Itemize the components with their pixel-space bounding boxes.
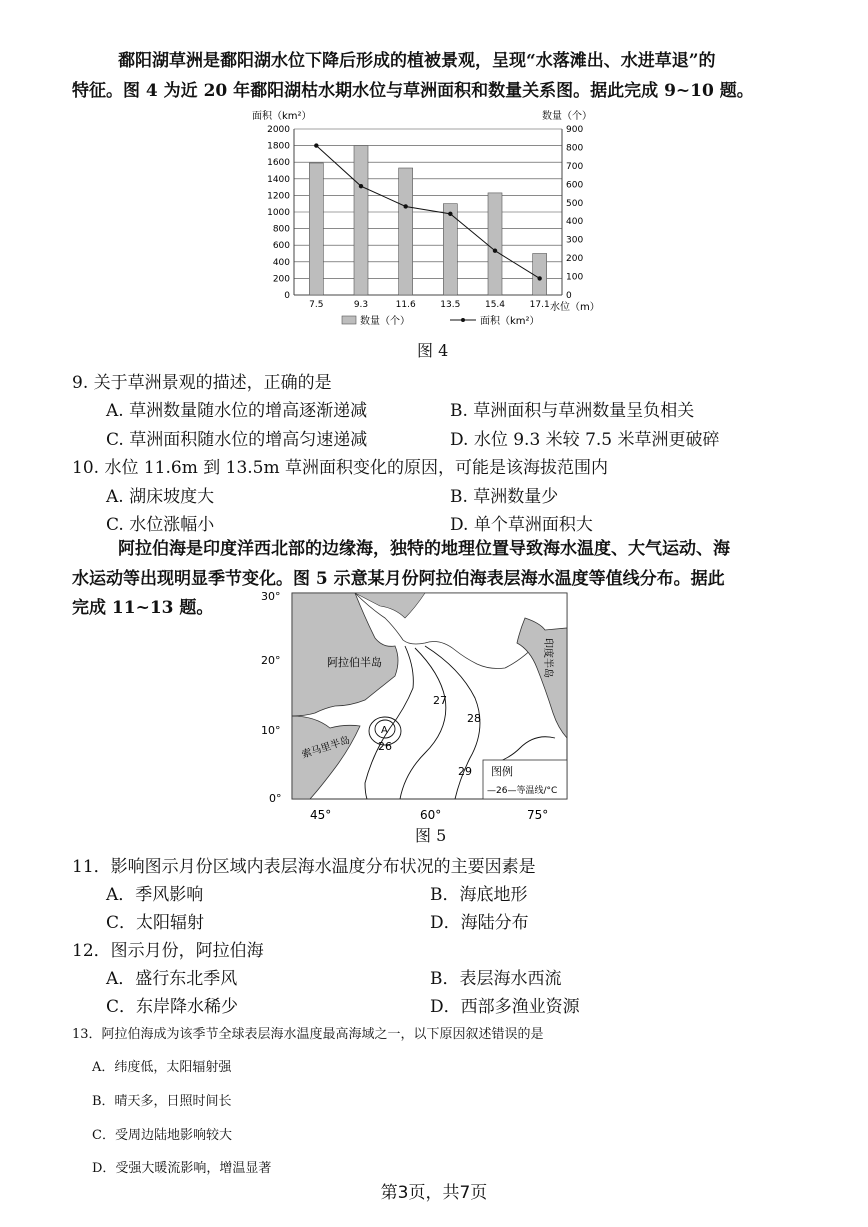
figure5-caption: 图 5 bbox=[415, 826, 447, 845]
page-footer: 第3页，共7页 bbox=[380, 1183, 488, 1203]
q12-option-b[interactable]: B．表层海水西流 bbox=[430, 969, 562, 989]
lat-label-30: 30° bbox=[261, 590, 281, 603]
right-tick-label: 300 bbox=[566, 235, 584, 246]
map-legend-title: 图例 bbox=[491, 765, 513, 778]
legend-line-marker bbox=[461, 318, 465, 322]
x-axis-label: 水位（m） bbox=[550, 302, 600, 313]
isotherm-label-27: 27 bbox=[433, 694, 447, 707]
figure4-caption: 图 4 bbox=[417, 341, 449, 360]
map-legend-item: —26—等温线/°C bbox=[487, 786, 558, 796]
legend-bar-swatch bbox=[342, 316, 356, 324]
left-tick-label: 1000 bbox=[267, 208, 290, 218]
q9-option-d[interactable]: D. 水位 9.3 米较 7.5 米草洲更破碎 bbox=[450, 430, 720, 450]
chart-bars bbox=[309, 146, 546, 295]
figure4-chart bbox=[250, 105, 610, 330]
left-tick-label: 1800 bbox=[267, 141, 290, 152]
area-point-9.3 bbox=[359, 184, 363, 188]
q11-option-a[interactable]: A．季风影响 bbox=[106, 885, 204, 905]
q11-option-d[interactable]: D．海陆分布 bbox=[430, 913, 529, 933]
area-point-15.4 bbox=[493, 249, 497, 253]
right-tick-label: 100 bbox=[566, 272, 584, 283]
intro2-line3: 完成 11~13 题。 bbox=[72, 598, 214, 618]
left-tick-label: 1400 bbox=[267, 174, 290, 185]
figure5-map bbox=[255, 588, 575, 823]
x-tick-label: 9.3 bbox=[353, 300, 369, 310]
area-point-17.1 bbox=[537, 276, 541, 280]
q10-option-c[interactable]: C. 水位涨幅小 bbox=[106, 515, 215, 535]
q11-option-b[interactable]: B．海底地形 bbox=[430, 885, 528, 905]
left-tick-label: 0 bbox=[284, 291, 290, 301]
right-tick-label: 200 bbox=[566, 254, 584, 265]
left-tick-label: 1600 bbox=[267, 158, 290, 169]
left-tick-label: 200 bbox=[272, 274, 290, 285]
left-tick-label: 400 bbox=[272, 257, 290, 268]
left-tick-label: 800 bbox=[272, 224, 290, 235]
x-tick-label: 7.5 bbox=[309, 300, 324, 310]
q13-option-a[interactable]: A．纬度低，太阳辐射强 bbox=[92, 1060, 232, 1075]
right-tick-label: 900 bbox=[566, 125, 584, 135]
intro2-line2: 水运动等出现明显季节变化。图 5 示意某月份阿拉伯海表层海水温度等值线分布。据此 bbox=[72, 569, 725, 589]
isotherm-label-26: 26 bbox=[378, 740, 392, 753]
point-a-label: A bbox=[381, 725, 388, 736]
right-tick-label: 700 bbox=[566, 161, 584, 172]
lon-label-60: 60° bbox=[420, 808, 442, 822]
q10-option-a[interactable]: A. 湖床坡度大 bbox=[106, 487, 215, 507]
bar-11.6 bbox=[399, 168, 413, 295]
legend-bar-label: 数量（个） bbox=[360, 316, 410, 327]
left-axis-label: 面积（km²） bbox=[252, 111, 312, 122]
left-tick-label: 2000 bbox=[267, 125, 290, 135]
left-tick-label: 600 bbox=[272, 241, 290, 252]
lon-label-75: 75° bbox=[527, 808, 549, 822]
area-point-13.5 bbox=[448, 212, 452, 216]
q9-option-a[interactable]: A. 草洲数量随水位的增高逐渐递减 bbox=[106, 401, 368, 421]
area-point-7.5 bbox=[314, 143, 318, 147]
right-tick-label: 600 bbox=[566, 180, 584, 191]
q13-option-b[interactable]: B．晴天多，日照时间长 bbox=[92, 1094, 232, 1109]
x-tick-label: 17.1 bbox=[529, 300, 550, 310]
q13-option-c[interactable]: C．受周边陆地影响较大 bbox=[92, 1128, 232, 1143]
q12-stem: 12．图示月份，阿拉伯海 bbox=[72, 941, 264, 961]
lat-label-20: 20° bbox=[261, 654, 281, 667]
q11-stem: 11．影响图示月份区域内表层海水温度分布状况的主要因素是 bbox=[72, 857, 536, 877]
bar-9.3 bbox=[354, 146, 368, 295]
q10-stem: 10. 水位 11.6m 到 13.5m 草洲面积变化的原因，可能是该海拔范围内 bbox=[72, 458, 608, 478]
land-label-arabia: 阿拉伯半岛 bbox=[327, 656, 382, 669]
right-axis-ticks bbox=[566, 125, 583, 301]
right-tick-label: 800 bbox=[566, 143, 584, 154]
isotherm-label-29: 29 bbox=[458, 765, 472, 778]
bar-15.4 bbox=[488, 193, 502, 295]
isotherm-label-28: 28 bbox=[467, 712, 481, 725]
bar-7.5 bbox=[309, 163, 323, 295]
q12-option-c[interactable]: C．东岸降水稀少 bbox=[106, 997, 239, 1017]
q9-option-c[interactable]: C. 草洲面积随水位的增高匀速递减 bbox=[106, 430, 368, 450]
right-tick-label: 400 bbox=[566, 217, 584, 228]
right-tick-label: 0 bbox=[566, 291, 572, 301]
lat-label-10: 10° bbox=[261, 724, 281, 737]
lat-label-0: 0° bbox=[269, 792, 282, 805]
q12-option-d[interactable]: D．西部多渔业资源 bbox=[430, 997, 580, 1017]
intro1-line1: 鄱阳湖草洲是鄱阳湖水位下降后形成的植被景观，呈现“水落滩出、水进草退”的 bbox=[118, 51, 716, 71]
q9-option-b[interactable]: B. 草洲面积与草洲数量呈负相关 bbox=[450, 401, 695, 421]
q13-option-d[interactable]: D．受强大暖流影响，增温显著 bbox=[92, 1161, 272, 1176]
left-tick-label: 1200 bbox=[267, 191, 290, 202]
q10-option-b[interactable]: B. 草洲数量少 bbox=[450, 487, 559, 507]
lon-label-45: 45° bbox=[310, 808, 332, 822]
x-tick-label: 13.5 bbox=[440, 300, 461, 310]
q11-option-c[interactable]: C．太阳辐射 bbox=[106, 913, 205, 933]
land-label-india: 印度半岛 bbox=[542, 638, 553, 678]
chart-grid bbox=[294, 129, 562, 295]
legend-line-label: 面积（km²） bbox=[480, 316, 540, 327]
right-tick-label: 500 bbox=[566, 198, 584, 209]
q13-stem: 13．阿拉伯海成为该季节全球表层海水温度最高海域之一，以下原因叙述错误的是 bbox=[72, 1027, 544, 1042]
x-tick-label: 15.4 bbox=[484, 300, 506, 310]
q10-option-d[interactable]: D. 单个草洲面积大 bbox=[450, 515, 593, 535]
intro1-line2: 特征。图 4 为近 20 年鄱阳湖枯水期水位与草洲面积和数量关系图。据此完成 9~10 题。 bbox=[72, 81, 754, 101]
bar-17.1 bbox=[533, 254, 547, 296]
area-point-11.6 bbox=[403, 204, 407, 208]
x-tick-label: 11.6 bbox=[395, 300, 416, 310]
x-axis-ticks bbox=[309, 300, 550, 310]
q12-option-a[interactable]: A．盛行东北季风 bbox=[106, 969, 238, 989]
land-label-somalia: 索马里半岛 bbox=[300, 734, 352, 761]
q9-stem: 9. 关于草洲景观的描述，正确的是 bbox=[72, 373, 332, 393]
intro2-line1: 阿拉伯海是印度洋西北部的边缘海，独特的地理位置导致海水温度、大气运动、海 bbox=[118, 539, 730, 559]
right-axis-label: 数量（个） bbox=[542, 111, 592, 122]
left-axis-ticks bbox=[267, 125, 290, 301]
